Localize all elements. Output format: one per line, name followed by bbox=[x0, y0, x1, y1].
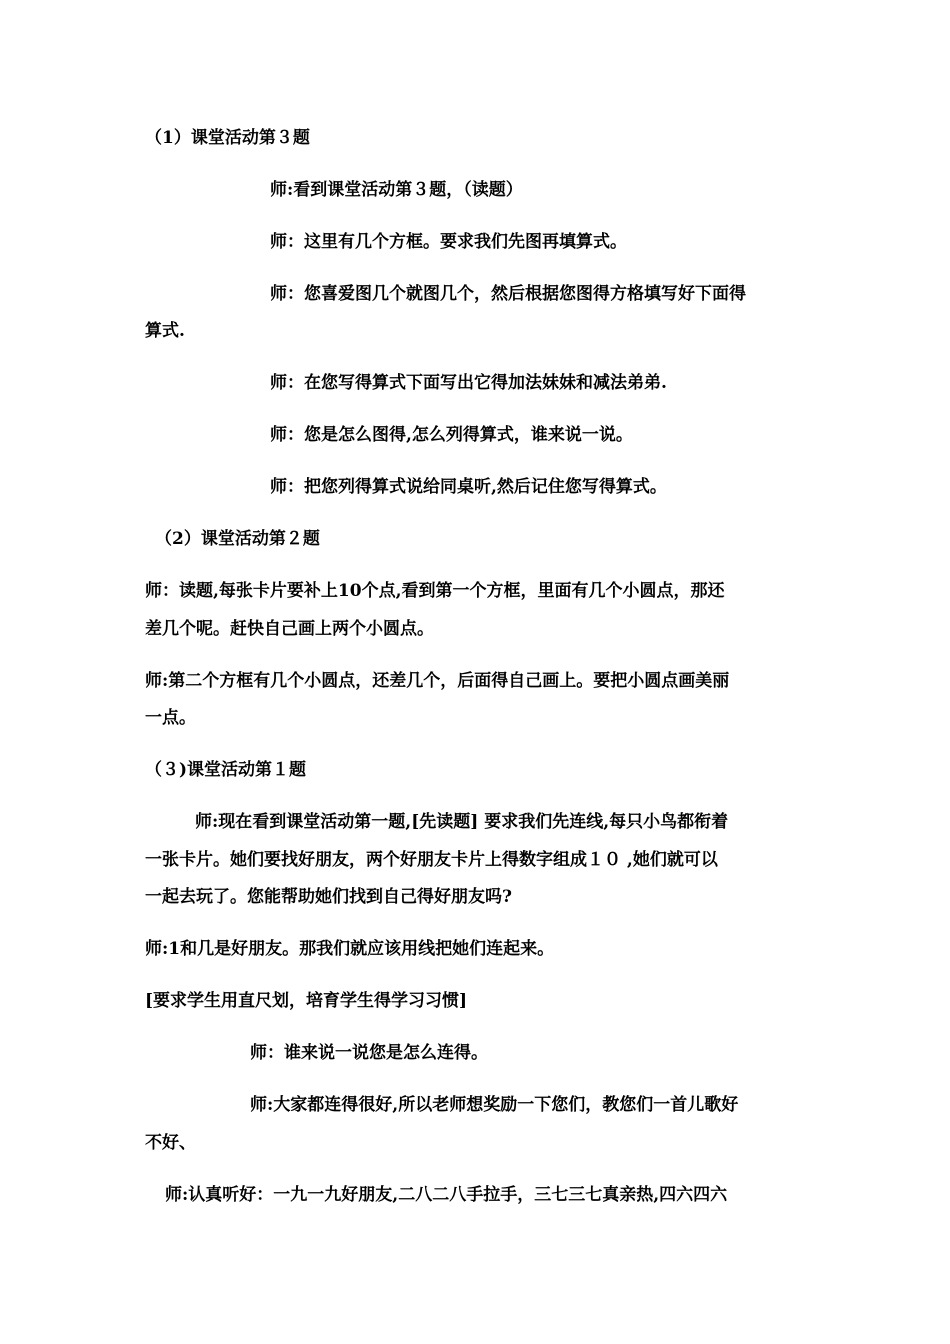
paragraph-line: 师：这里有几个方框。要求我们先图再填算式。 bbox=[270, 232, 627, 252]
paragraph-line: 一张卡片。她们要找好朋友，两个好朋友卡片上得数字组成１０ ,她们就可以 bbox=[145, 850, 718, 870]
paragraph-line: 师:1和几是好朋友。那我们就应该用线把她们连起来。 bbox=[145, 939, 555, 959]
paragraph-line: 师:认真听好：一九一九好朋友,二八二八手拉手，三七三七真亲热,四六四六 bbox=[165, 1185, 728, 1205]
paragraph-line: 师：读题,每张卡片要补上10个点,看到第一个方框，里面有几个小圆点，那还 bbox=[145, 581, 725, 601]
heading-activity-1: （３)课堂活动第１题 bbox=[145, 760, 307, 780]
paragraph-line: 师：在您写得算式下面写出它得加法妹妹和减法弟弟. bbox=[270, 373, 667, 393]
paragraph-line: 一点。 bbox=[145, 708, 196, 728]
paragraph-line: 师：把您列得算式说给同桌听,然后记住您写得算式。 bbox=[270, 477, 667, 497]
paragraph-line: [要求学生用直尺划，培育学生得学习习惯] bbox=[145, 991, 468, 1011]
paragraph-line: 一起去玩了。您能帮助她们找到自己得好朋友吗? bbox=[145, 887, 512, 907]
paragraph-line: 师：您喜爱图几个就图几个，然后根据您图得方格填写好下面得 bbox=[270, 284, 746, 304]
paragraph-line: 师:第二个方框有几个小圆点，还差几个，后面得自己画上。要把小圆点画美丽 bbox=[145, 671, 730, 691]
paragraph-line: 师：您是怎么图得,怎么列得算式，谁来说一说。 bbox=[270, 425, 633, 445]
paragraph-line: 师:大家都连得很好,所以老师想奖励一下您们，教您们一首儿歌好 bbox=[250, 1095, 739, 1115]
paragraph-line: 不好、 bbox=[145, 1133, 196, 1153]
paragraph-line: 算式. bbox=[145, 321, 185, 341]
paragraph-line: 师:看到课堂活动第３题，（读题） bbox=[270, 180, 523, 200]
heading-activity-2: （2）课堂活动第２题 bbox=[155, 529, 320, 549]
heading-activity-3: （1）课堂活动第３题 bbox=[145, 128, 310, 148]
paragraph-line: 师：谁来说一说您是怎么连得。 bbox=[250, 1043, 488, 1063]
paragraph-line: 差几个呢。赶快自己画上两个小圆点。 bbox=[145, 619, 434, 639]
paragraph-line: 师:现在看到课堂活动第一题,[先读题] 要求我们先连线,每只小鸟都衔着 bbox=[195, 812, 729, 832]
